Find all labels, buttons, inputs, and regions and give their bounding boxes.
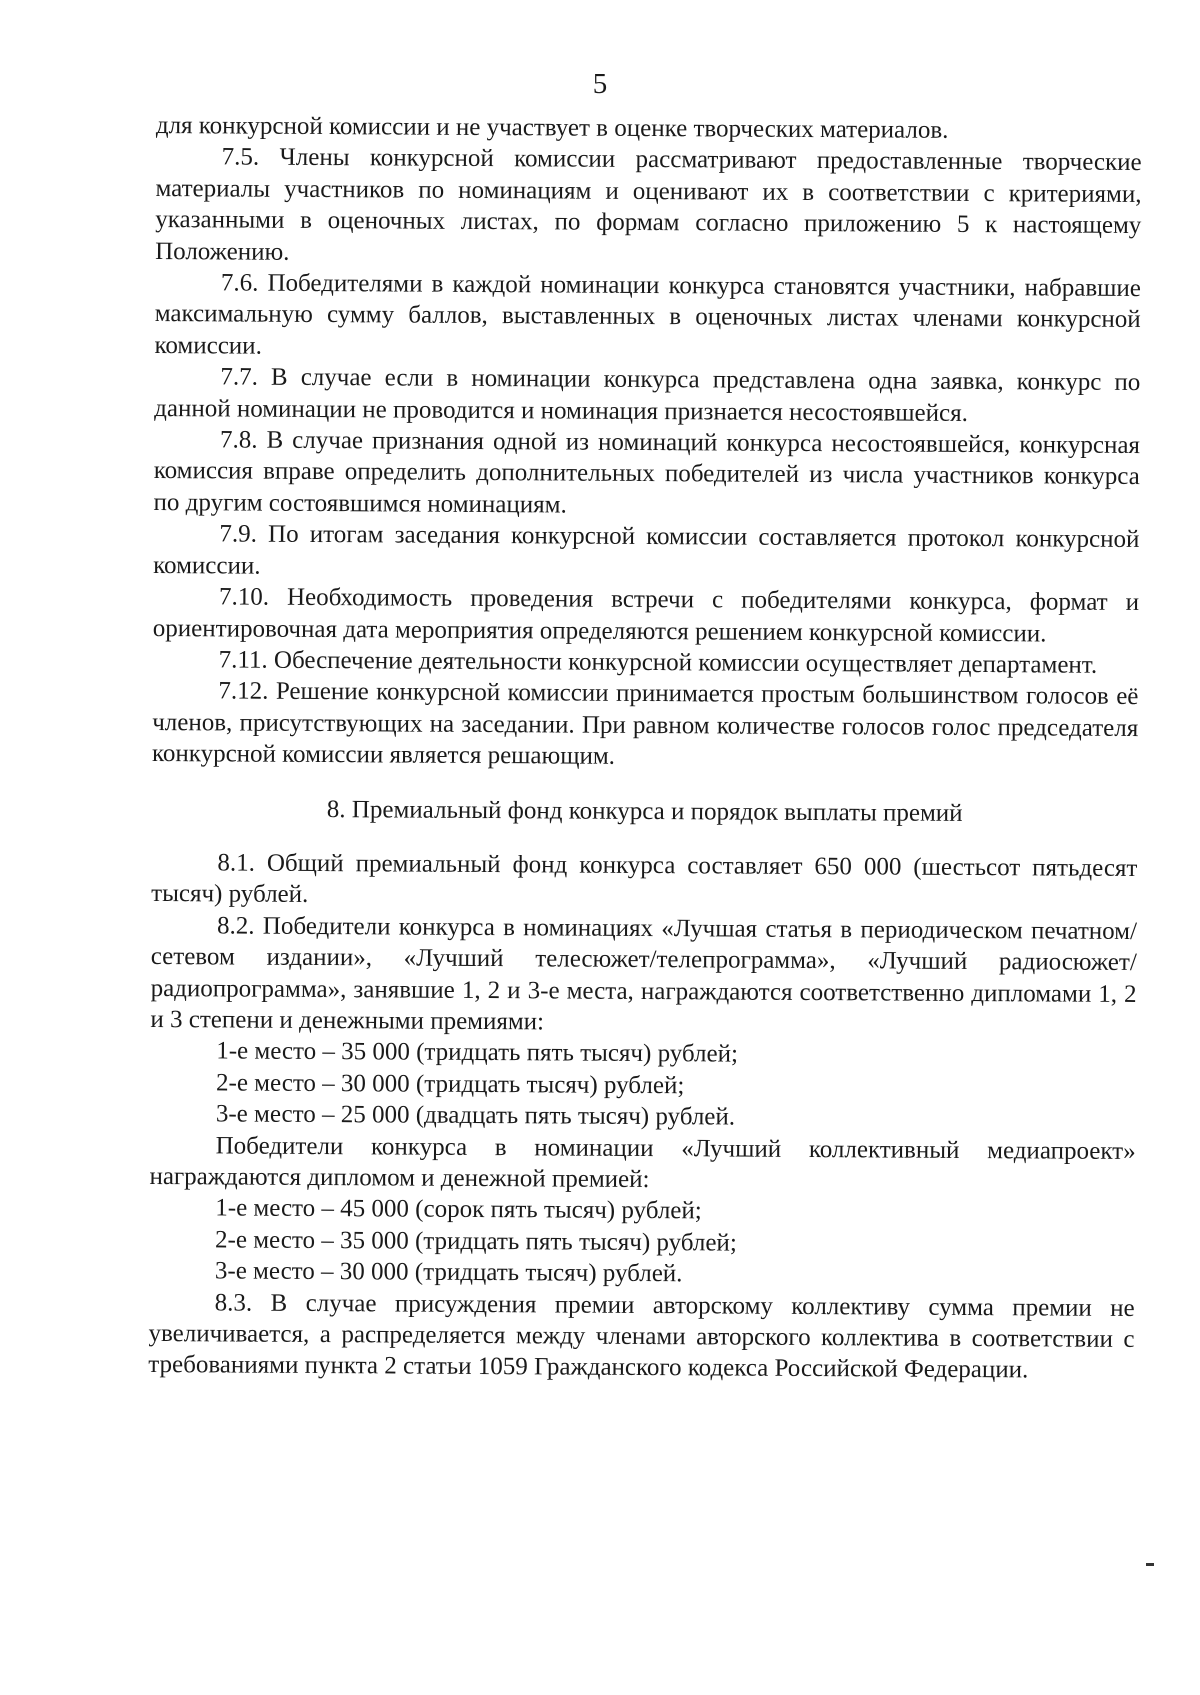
prize-place-1: 1-е место – 35 000 (тридцать пять тысяч) рублей; [216, 1037, 739, 1068]
prize-place-2: 2-е место – 30 000 (тридцать тысяч) рублей; [215, 1069, 685, 1100]
collective-prize-place-3: 3-е место – 30 000 (тридцать тысяч) рублей. [214, 1257, 683, 1288]
collective-prize-place-1: 1-е место – 45 000 (сорок пять тысяч) рублей; [215, 1194, 702, 1225]
section-heading: 8. Премиальный фонд конкурса и порядок выплаты премий [326, 795, 963, 827]
paragraph-7-10: 7.10. Необходимость проведения встречи с победителями конкурса, формат и ориентировочная дата мероприятия определяются решением конкурсной комиссии. [152, 583, 1140, 647]
paragraph-8-2: 8.2. Победители конкурса в номинациях «Лучшая статья в периодическом печатном/сетевом издании», «Лучший телесюжет/телепрограмма», «Лучший радиосюжет/радиопрограмма», занявшие 1, 2 и 3-е места, награждаются соответственно дипломами 1, 2 и 3 степени и денежными премиями: [150, 912, 1138, 1036]
collective-prize-place-2: 2-е место – 35 000 (тридцать пять тысяч) рублей; [215, 1226, 737, 1257]
paragraph-7-8: 7.8. В случае признания одной из номинаций конкурса несостоявшейся, конкурсная комиссия вправе определить дополнительных победителей из числа участников конкурса по другим состоявшимся номинациям. [153, 426, 1141, 519]
paragraph-collective-project: Победители конкурса в номинации «Лучший коллективный медиапроект» награждаются дипломом и денежной премией: [149, 1131, 1136, 1194]
paragraph-7-7: 7.7. В случае если в номинации конкурса представлена одна заявка, конкурс по данной номинации не проводится и номинация признается несостоявшейся. [154, 363, 1141, 427]
scan-speck [1146, 1563, 1154, 1566]
page-number: 5 [592, 68, 608, 100]
paragraph-continuation: для конкурсной комиссии и не участвует в оценке творческих материалов. [155, 111, 949, 144]
paragraph-7-11: 7.11. Обеспечение деятельности конкурсной комиссии осуществляет департамент. [218, 646, 1098, 679]
paragraph-7-5: 7.5. Члены конкурсной комиссии рассматривают предоставленные творческие материалы участников по номинациям и оценивают их в соответствии с критериями, указанными в оценочных листах, по формам согласно приложению 5 к настоящему Положению. [155, 143, 1142, 266]
paragraph-7-9: 7.9. По итогам заседания конкурсной комиссии составляется протокол конкурсной комиссии. [153, 520, 1140, 580]
prize-place-3: 3-е место – 25 000 (двадцать пять тысяч) рублей. [215, 1100, 736, 1131]
paragraph-8-3: 8.3. В случае присуждения премии авторскому коллективу сумма премии не увеличивается, а распределяется между членами авторского коллектива в соответствии с требованиями пункта 2 статьи 1059 Гражданского кодекса Российской Федерации. [148, 1289, 1135, 1384]
paragraph-7-6: 7.6. Победителями в каждой номинации конкурса становятся участники, набравшие максимальную сумму баллов, выставленных в оценочных листах членами конкурсной комиссии. [154, 269, 1142, 360]
document-body [148, 110, 1142, 1387]
paragraph-7-12: 7.12. Решение конкурсной комиссии принимается простым большинством голосов её членов, присутствующих на заседании. При равном количестве голосов голос председателя конкурсной комиссии является решающим. [151, 677, 1139, 770]
paragraph-8-1: 8.1. Общий премиальный фонд конкурса составляет 650 000 (шестьсот пятьдесят тысяч) рублей. [151, 849, 1138, 909]
